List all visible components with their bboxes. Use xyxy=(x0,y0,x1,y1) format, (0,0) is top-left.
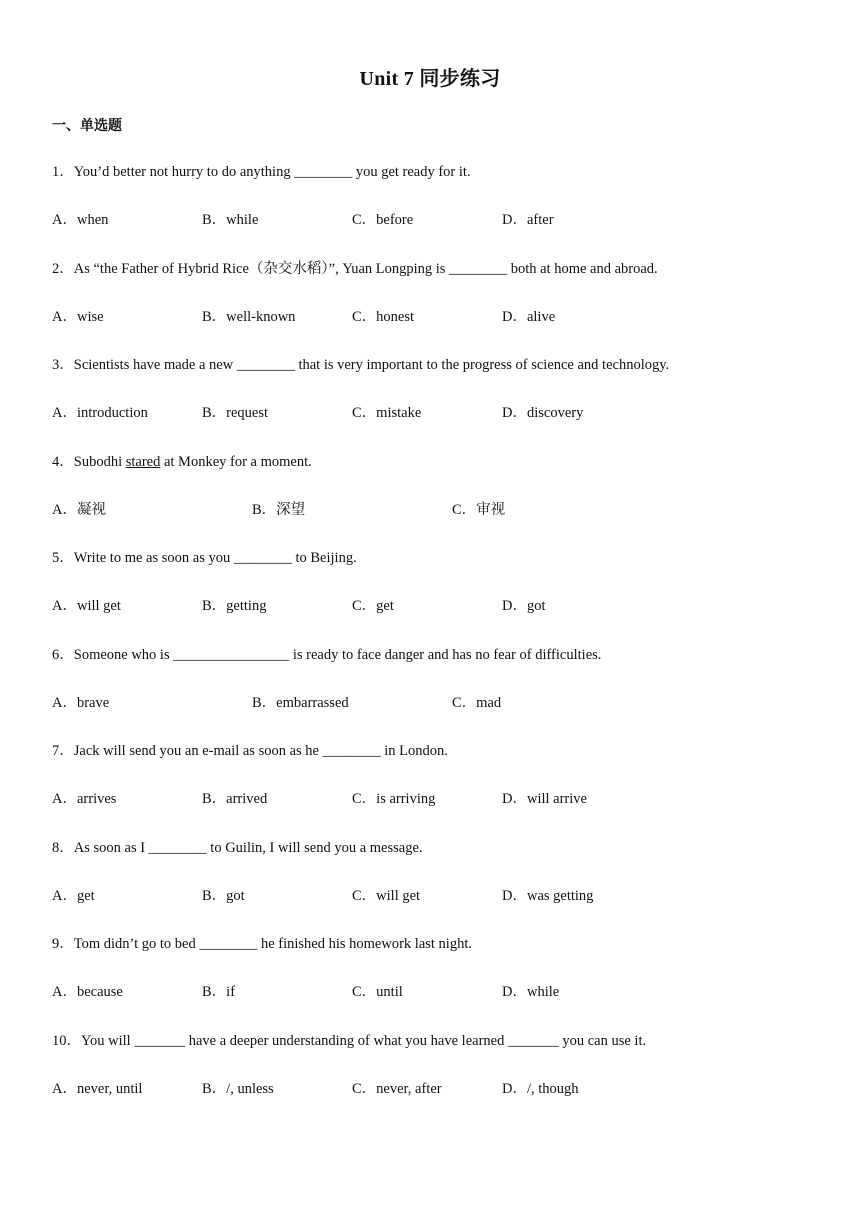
options-1 xyxy=(52,208,812,228)
option-d[interactable]: D．was getting xyxy=(502,888,594,904)
option-b[interactable]: B．/, unless xyxy=(202,1081,274,1097)
option-b[interactable]: B．if xyxy=(202,984,236,1000)
option-b[interactable]: B．request xyxy=(202,405,269,421)
question-number: 2． xyxy=(52,261,74,277)
option-c[interactable]: C．get xyxy=(352,598,394,614)
question-number: 1． xyxy=(52,164,74,180)
question-text: As soon as I ________ to Guilin, I will send you a message. xyxy=(73,840,423,856)
question-text: Subodhi xyxy=(73,454,126,470)
question-number: 7． xyxy=(52,743,74,759)
option-a[interactable]: A．wise xyxy=(52,309,104,325)
options-6 xyxy=(52,691,812,711)
option-b[interactable]: B．getting xyxy=(202,598,267,614)
question-7 xyxy=(52,739,448,760)
options-8 xyxy=(52,884,812,904)
option-d[interactable]: D．after xyxy=(502,212,554,228)
question-9 xyxy=(52,932,472,953)
option-a[interactable]: A．凝视 xyxy=(52,502,106,518)
question-2 xyxy=(52,257,658,278)
option-d[interactable]: D．will arrive xyxy=(502,791,587,807)
question-text: Tom didn’t go to bed ________ he finished his homework last night. xyxy=(73,936,472,952)
options-9 xyxy=(52,980,812,1000)
question-1 xyxy=(52,160,471,181)
question-6 xyxy=(52,643,601,664)
question-3 xyxy=(52,353,669,374)
question-number: 4． xyxy=(52,454,74,470)
underlined-word: stared xyxy=(125,454,161,470)
options-5 xyxy=(52,594,812,614)
option-d[interactable]: D．while xyxy=(502,984,560,1000)
option-c[interactable]: C．mistake xyxy=(352,405,422,421)
option-d[interactable]: D．alive xyxy=(502,309,556,325)
options-7 xyxy=(52,787,812,807)
option-c[interactable]: C．will get xyxy=(352,888,421,904)
question-number: 10． xyxy=(52,1033,81,1049)
question-text: Write to me as soon as you ________ to Beijing. xyxy=(73,550,357,566)
options-3 xyxy=(52,401,812,421)
question-number: 5． xyxy=(52,550,74,566)
option-b[interactable]: B．arrived xyxy=(202,791,268,807)
options-10 xyxy=(52,1077,812,1097)
option-a[interactable]: A．never, until xyxy=(52,1081,143,1097)
question-text: Someone who is ________________ is ready to face danger and has no fear of difficulties. xyxy=(73,647,602,663)
option-a[interactable]: A．because xyxy=(52,984,123,1000)
question-5 xyxy=(52,546,357,567)
option-c[interactable]: C．is arriving xyxy=(352,791,436,807)
option-a[interactable]: A．when xyxy=(52,212,109,228)
section-heading: 一、单选题 xyxy=(52,119,122,134)
option-d[interactable]: D．/, though xyxy=(502,1081,579,1097)
options-4 xyxy=(52,498,812,518)
option-b[interactable]: B．深望 xyxy=(252,502,306,518)
option-b[interactable]: B．got xyxy=(202,888,245,904)
question-4 xyxy=(52,450,312,471)
question-10 xyxy=(52,1029,646,1050)
option-b[interactable]: B．well-known xyxy=(202,309,296,325)
question-text: Jack will send you an e-mail as soon as he ________ in London. xyxy=(73,743,448,759)
question-text: You’d better not hurry to do anything ________ you get ready for it. xyxy=(73,164,471,180)
option-a[interactable]: A．will get xyxy=(52,598,121,614)
option-c[interactable]: C．honest xyxy=(352,309,415,325)
option-c[interactable]: C．mad xyxy=(452,695,502,711)
option-a[interactable]: A．get xyxy=(52,888,95,904)
question-text-end: at Monkey for a moment. xyxy=(160,454,312,470)
question-number: 6． xyxy=(52,647,74,663)
page-title: Unit 7 同步练习 xyxy=(359,68,501,90)
option-b[interactable]: B．embarrassed xyxy=(252,695,349,711)
option-a[interactable]: A．introduction xyxy=(52,405,148,421)
question-text: As “the Father of Hybrid Rice（杂交水稻）”, Yuan Longping is ________ both at home and abroad. xyxy=(73,261,658,277)
options-2 xyxy=(52,305,812,325)
option-a[interactable]: A．brave xyxy=(52,695,110,711)
question-text: Scientists have made a new ________ that is very important to the progress of science and technology. xyxy=(73,357,670,373)
question-8 xyxy=(52,836,423,857)
option-c[interactable]: C．审视 xyxy=(452,502,506,518)
option-c[interactable]: C．until xyxy=(352,984,403,1000)
question-number: 9． xyxy=(52,936,74,952)
question-number: 8． xyxy=(52,840,74,856)
question-text: You will _______ have a deeper understanding of what you have learned _______ you can use it. xyxy=(81,1033,647,1049)
option-d[interactable]: D．discovery xyxy=(502,405,584,421)
question-number: 3． xyxy=(52,357,74,373)
option-a[interactable]: A．arrives xyxy=(52,791,117,807)
option-b[interactable]: B．while xyxy=(202,212,259,228)
option-d[interactable]: D．got xyxy=(502,598,546,614)
option-c[interactable]: C．before xyxy=(352,212,414,228)
option-c[interactable]: C．never, after xyxy=(352,1081,442,1097)
